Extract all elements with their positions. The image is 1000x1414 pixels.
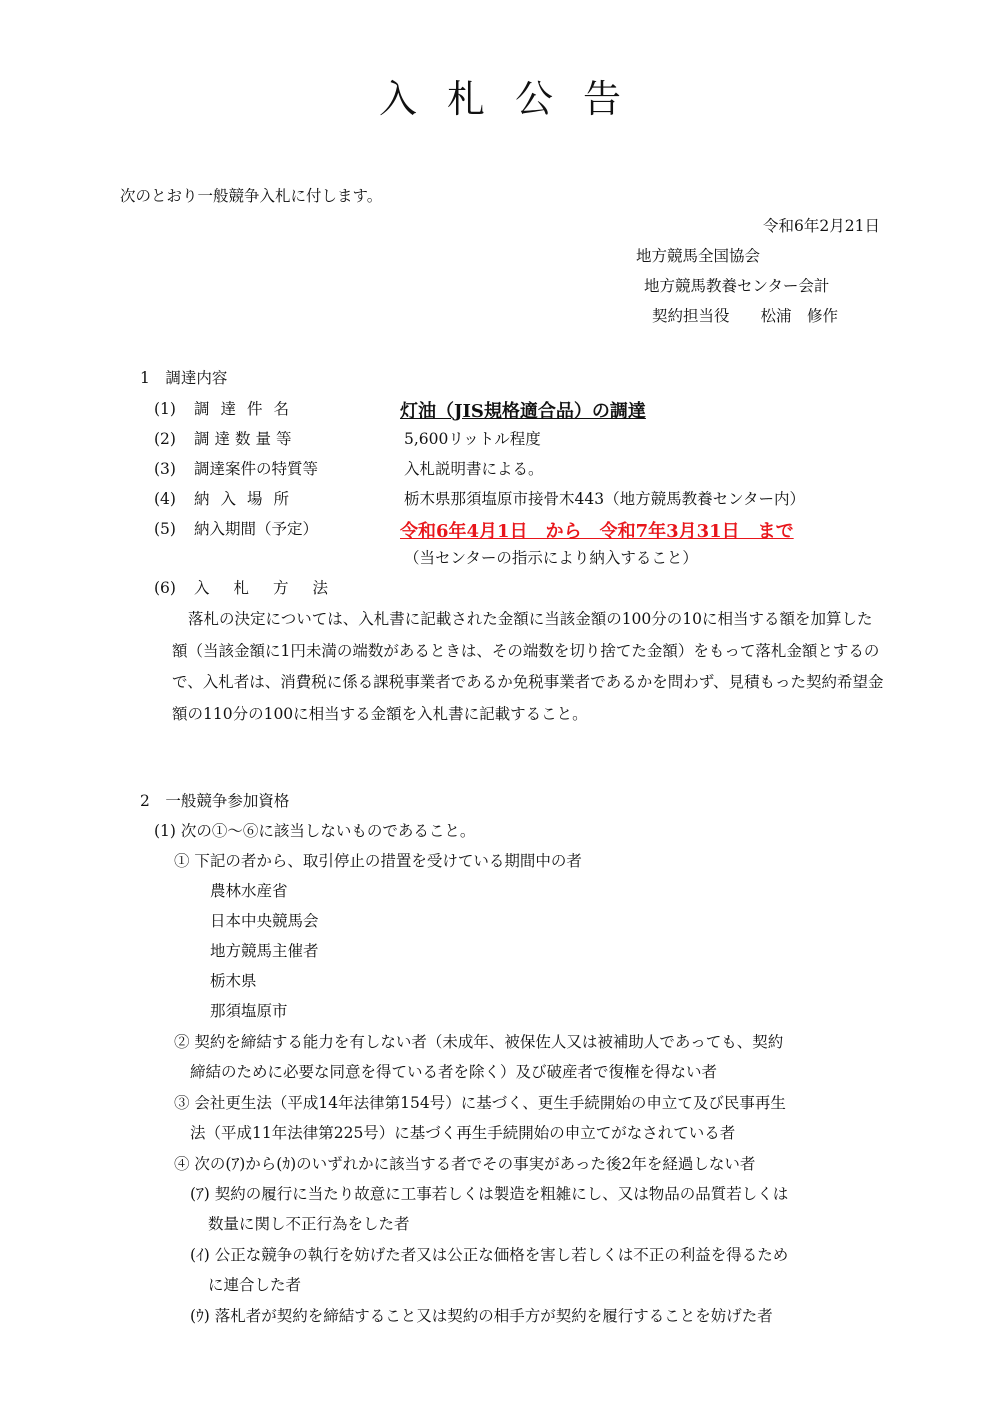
item-value-delivery-period: 令和6年4月1日 から 令和7年3月31日 まで — [400, 521, 794, 542]
bid-method-paragraph: 落札の決定については、入札書に記載された金額に当該金額の100分の10に相当する額を加算した額（当該金額に1円未満の端数があるときは、その端数を切り捨てた金額）をもって落札金額とするので、入札者は、消費税に係る課税事業者であるか免税事業者であるかを問わず、見積もった契約希望金額の110分の100に相当する金額を入札書に記載すること。 — [172, 610, 884, 723]
issuer-officer: 契約担当役 松浦 修作 — [652, 307, 839, 325]
list-item: 農林水産省 — [210, 882, 288, 900]
delivery-period-note: （当センターの指示により納入すること） — [404, 549, 698, 567]
item-label: 入札方法 — [194, 579, 353, 597]
list-item: 栃木県 — [210, 972, 257, 990]
item-label: 調達件名 — [194, 400, 301, 418]
item-label: 納入場所 — [194, 490, 301, 508]
condition-1: ① 下記の者から、取引停止の措置を受けている期間中の者 — [174, 852, 582, 870]
section2-heading: 2 一般競争参加資格 — [140, 792, 290, 810]
intro-text: 次のとおり一般競争入札に付します。 — [120, 187, 383, 205]
condition-4: ④ 次の(ｱ)から(ｶ)のいずれかに該当する者でその事実があった後2年を経過しない者 — [174, 1155, 756, 1173]
item-label: 納入期間（予定） — [194, 520, 319, 538]
item-number: (3) — [154, 460, 176, 478]
list-item: 那須塩原市 — [210, 1002, 288, 1020]
sub-condition-i-line2: に連合した者 — [208, 1276, 302, 1294]
item-value-delivery-place: 栃木県那須塩原市接骨木443（地方競馬教養センター内） — [404, 490, 805, 508]
sub-condition-a-line2: 数量に関し不正行為をした者 — [208, 1215, 410, 1233]
item-label: 調達案件の特質等 — [194, 460, 319, 478]
condition-3-line2: 法（平成11年法律第225号）に基づく再生手続開始の申立てがなされている者 — [190, 1124, 736, 1142]
issuer-dept: 地方競馬教養センター会計 — [644, 277, 830, 295]
qualification-intro: (1) 次の①～⑥に該当しないものであること。 — [154, 822, 476, 840]
item-value-subject: 灯油（JIS規格適合品）の調達 — [400, 401, 646, 422]
item-number: (4) — [154, 490, 176, 508]
sub-condition-u-line1: (ｳ) 落札者が契約を締結すること又は契約の相手方が契約を履行することを妨げた者 — [190, 1307, 773, 1325]
item-value-quantity: 5,600リットル程度 — [404, 430, 541, 448]
item-number: (1) — [154, 400, 176, 418]
item-number: (2) — [154, 430, 176, 448]
list-item: 地方競馬主催者 — [210, 942, 319, 960]
condition-2-line2: 締結のために必要な同意を得ている者を除く）及び破産者で復権を得ない者 — [190, 1063, 718, 1081]
section1-heading: 1 調達内容 — [140, 369, 228, 387]
sub-condition-i-line1: (ｲ) 公正な競争の執行を妨げた者又は公正な価格を害し若しくは不正の利益を得るため — [190, 1246, 789, 1264]
sub-condition-a-line1: (ｱ) 契約の履行に当たり故意に工事若しくは製造を粗雑にし、又は物品の品質若しくは — [190, 1185, 789, 1203]
list-item: 日本中央競馬会 — [210, 912, 319, 930]
item-number: (6) — [154, 579, 176, 597]
item-number: (5) — [154, 520, 176, 538]
issuer-org: 地方競馬全国協会 — [636, 247, 761, 265]
issue-date: 令和6年2月21日 — [763, 217, 880, 235]
item-label: 調達数量等 — [194, 430, 297, 448]
condition-3-line1: ③ 会社更生法（平成14年法律第154号）に基づく、更生手続開始の申立て及び民事再生 — [174, 1094, 786, 1112]
condition-2-line1: ② 契約を締結する能力を有しない者（未成年、被保佐人又は被補助人であっても、契約 — [174, 1033, 784, 1051]
page-title: 入札公告 — [378, 77, 651, 121]
item-value-characteristics: 入札説明書による。 — [404, 460, 544, 478]
